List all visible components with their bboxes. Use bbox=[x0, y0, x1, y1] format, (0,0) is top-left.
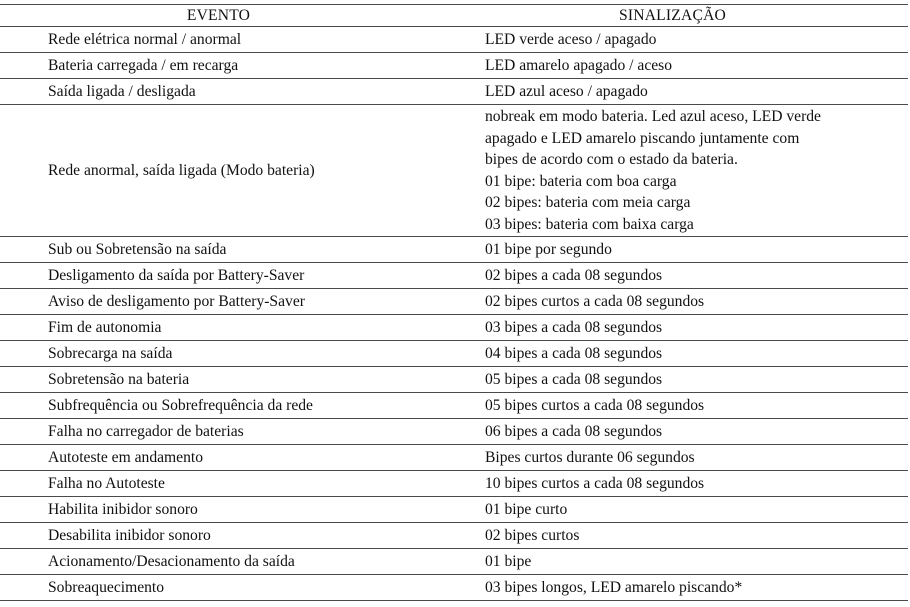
signal-cell: 10 bipes curtos a cada 08 segundos bbox=[437, 471, 908, 497]
event-cell: Sobretensão na bateria bbox=[0, 367, 437, 393]
event-cell: Autoteste em andamento bbox=[0, 445, 437, 471]
signal-cell: 04 bipes a cada 08 segundos bbox=[437, 341, 908, 367]
event-cell: Desabilita inibidor sonoro bbox=[0, 523, 437, 549]
signal-cell: 01 bipe curto bbox=[437, 497, 908, 523]
event-cell: Rede anormal, saída ligada (Modo bateria) bbox=[0, 105, 437, 237]
signal-cell: 01 bipe por segundo bbox=[437, 237, 908, 263]
signal-cell: 05 bipes a cada 08 segundos bbox=[437, 367, 908, 393]
table-row bbox=[0, 53, 908, 79]
event-cell: Sobreaquecimento bbox=[0, 575, 437, 601]
table-row bbox=[0, 27, 908, 53]
signal-cell: 02 bipes a cada 08 segundos bbox=[437, 263, 908, 289]
table-row bbox=[0, 575, 908, 601]
table-row bbox=[0, 341, 908, 367]
signal-cell: Bipes curtos durante 06 segundos bbox=[437, 445, 908, 471]
signal-line: 03 bipes: bateria com baixa carga bbox=[485, 215, 694, 233]
table-header-row bbox=[0, 5, 908, 27]
event-cell: Habilita inibidor sonoro bbox=[0, 497, 437, 523]
table-row bbox=[0, 497, 908, 523]
table-row bbox=[0, 263, 908, 289]
table-row bbox=[0, 289, 908, 315]
signal-cell: 06 bipes a cada 08 segundos bbox=[437, 419, 908, 445]
signal-cell: LED verde aceso / apagado bbox=[437, 27, 908, 53]
event-cell: Falha no carregador de baterias bbox=[0, 419, 437, 445]
table-row bbox=[0, 393, 908, 419]
signal-line: 02 bipes: bateria com meia carga bbox=[485, 194, 691, 211]
signal-line: nobreak em modo bateria. Led azul aceso, LED verde bbox=[485, 108, 821, 125]
event-cell: Fim de autonomia bbox=[0, 315, 437, 341]
event-cell: Aviso de desligamento por Battery-Saver bbox=[0, 289, 437, 315]
signal-cell: 03 bipes a cada 08 segundos bbox=[437, 315, 908, 341]
signal-cell: 01 bipe bbox=[437, 549, 908, 575]
table-row bbox=[0, 315, 908, 341]
table-row bbox=[0, 105, 908, 237]
signal-line: 01 bipe: bateria com boa carga bbox=[485, 172, 677, 190]
event-cell: Sub ou Sobretensão na saída bbox=[0, 237, 437, 263]
header-evento: EVENTO bbox=[0, 5, 437, 27]
event-cell: Falha no Autoteste bbox=[0, 471, 437, 497]
table-row bbox=[0, 471, 908, 497]
event-cell: Bateria carregada / em recarga bbox=[0, 53, 437, 79]
signal-cell-multiline bbox=[437, 105, 908, 237]
table-row bbox=[0, 549, 908, 575]
signal-cell: 03 bipes longos, LED amarelo piscando* bbox=[437, 575, 908, 601]
event-cell: Saída ligada / desligada bbox=[0, 79, 437, 105]
table-row bbox=[0, 79, 908, 105]
header-sinalizacao: SINALIZAÇÃO bbox=[437, 5, 908, 27]
table-row bbox=[0, 523, 908, 549]
event-cell: Subfrequência ou Sobrefrequência da rede bbox=[0, 393, 437, 419]
event-cell: Acionamento/Desacionamento da saída bbox=[0, 549, 437, 575]
table-row bbox=[0, 419, 908, 445]
signal-cell: 02 bipes curtos a cada 08 segundos bbox=[437, 289, 908, 315]
event-cell: Desligamento da saída por Battery-Saver bbox=[0, 263, 437, 289]
signal-line: bipes de acordo com o estado da bateria. bbox=[485, 151, 738, 168]
signal-cell: 02 bipes curtos bbox=[437, 523, 908, 549]
table-row bbox=[0, 445, 908, 471]
signal-cell: LED azul aceso / apagado bbox=[437, 79, 908, 105]
table-row bbox=[0, 237, 908, 263]
event-signal-table bbox=[0, 4, 908, 601]
event-cell: Rede elétrica normal / anormal bbox=[0, 27, 437, 53]
signal-cell: 05 bipes curtos a cada 08 segundos bbox=[437, 393, 908, 419]
table-row bbox=[0, 367, 908, 393]
signal-line: apagado e LED amarelo piscando juntamente com bbox=[485, 129, 800, 147]
event-cell: Sobrecarga na saída bbox=[0, 341, 437, 367]
signal-cell: LED amarelo apagado / aceso bbox=[437, 53, 908, 79]
